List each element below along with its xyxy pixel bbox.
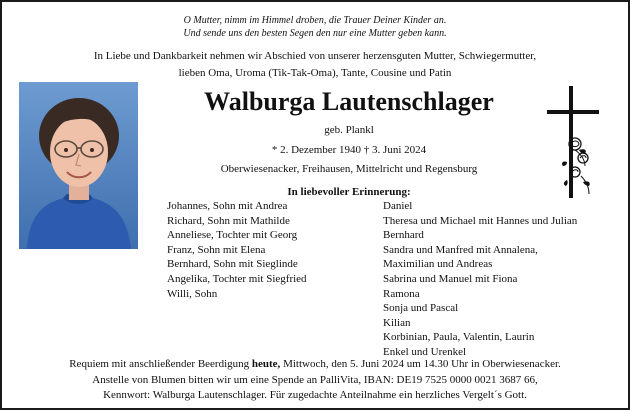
farewell-intro — [2, 48, 628, 82]
list-item: Theresa und Michael mit Hannes und Julian — [383, 214, 578, 227]
list-item: Sandra und Manfred mit Annalena, — [383, 243, 538, 256]
poem-line-1: O Mutter, nimm im Himmel droben, die Trauer Deiner Kinder an. — [183, 15, 447, 26]
poem-line-2: Und sende uns den besten Segen den nur eine Mutter geben kann. — [183, 28, 447, 39]
portrait-illustration — [19, 82, 138, 249]
places-of-residence: Oberwiesenacker, Freihausen, Mittelricht und Regensburg — [220, 163, 478, 175]
list-item: Ramona — [383, 287, 420, 300]
list-item: Daniel — [383, 200, 413, 212]
portrait-photo — [19, 82, 138, 249]
memorial-poem — [2, 14, 628, 40]
list-item: Maximilian und Andreas — [383, 258, 493, 271]
cross-with-roses-icon — [545, 84, 605, 200]
intro-line-2: lieben Oma, Uroma (Tik-Tak-Oma), Tante, Cousine und Patin — [178, 67, 452, 79]
life-dates: * 2. Dezember 1940 † 3. Juni 2024 — [271, 144, 427, 156]
list-item: Franz, Sohn mit Elena — [167, 243, 266, 256]
list-item: Enkel und Urenkel — [383, 345, 467, 358]
list-item: Bernhard, Sohn mit Sieglinde — [167, 258, 298, 271]
list-item: Bernhard — [383, 229, 424, 242]
requiem-text-end: Mittwoch, den 5. Juni 2024 um 14.30 Uhr in Oberwiesenacker. — [280, 358, 561, 370]
list-item: Sabrina und Manuel mit Fiona — [383, 272, 518, 285]
funeral-details — [2, 357, 628, 404]
thanks-line: Kennwort: Walburga Lautenschlager. Für zugedachte Anteilnahme ein herzliches Vergelt´s Gott. — [103, 389, 527, 401]
intro-line-1: In Liebe und Dankbarkeit nehmen wir Abschied von unserer herzensguten Mutter, Schwiegermutter, — [93, 50, 537, 62]
list-item: Sonja und Pascal — [383, 302, 459, 315]
memory-list-children — [167, 199, 307, 301]
requiem-text-start: Requiem mit anschließender Beerdigung — [69, 358, 252, 370]
list-item: Anneliese, Tochter mit Georg — [167, 229, 298, 242]
memory-list-grandchildren — [383, 199, 577, 360]
list-item: Richard, Sohn mit Mathilde — [167, 214, 290, 227]
deceased-name: Walburga Lautenschlager — [204, 87, 494, 116]
list-item: Willi, Sohn — [167, 287, 218, 300]
memory-heading: In liebevoller Erinnerung: — [287, 186, 411, 198]
list-item: Johannes, Sohn mit Andrea — [167, 200, 288, 212]
list-item: Kilian — [383, 316, 411, 329]
requiem-line — [2, 357, 628, 373]
list-item: Angelika, Tochter mit Siegfried — [167, 272, 307, 285]
donation-line: Anstelle von Blumen bitten wir um eine Spende an PalliVita, IBAN: DE19 7525 0000 0021 3687 66, — [92, 373, 538, 386]
birth-name: geb. Plankl — [324, 124, 374, 136]
requiem-today: heute, — [251, 358, 281, 370]
list-item: Korbinian, Paula, Valentin, Laurin — [383, 331, 535, 344]
